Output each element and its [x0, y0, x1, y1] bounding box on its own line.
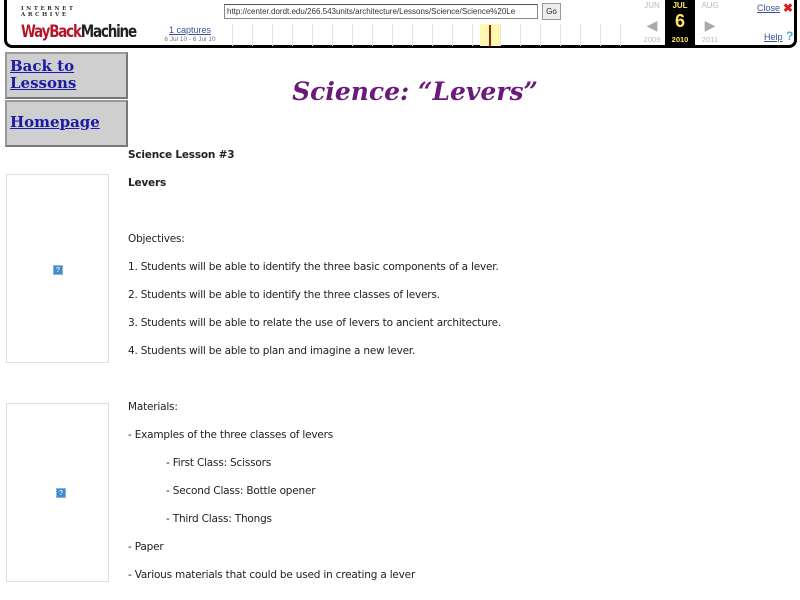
prev-capture[interactable]: JUN ◀ 2009 [637, 0, 667, 10]
material-item: - Various materials that could be used in creating a lever [128, 569, 416, 581]
timeline-tick [580, 24, 581, 46]
timeline-tick [352, 24, 353, 46]
objectives-heading: Objectives: [128, 233, 185, 245]
captures-range: 6 Jul 10 - 6 Jul 10 [164, 36, 216, 43]
objective-item: 1. Students will be able to identify the three basic components of a lever. [128, 261, 499, 273]
timeline-tick [232, 24, 233, 46]
timeline-tick [372, 24, 373, 46]
url-input[interactable]: http://center.dordt.edu/266.543units/architecture/Lessons/Science/Science%20Le [224, 4, 538, 19]
current-capture-date: JUL 6 2010 [665, 0, 695, 46]
objective-item: 3. Students will be able to relate the use of levers to ancient architecture. [128, 317, 501, 329]
next-arrow-icon[interactable]: ▶ [704, 17, 716, 33]
timeline-tick [272, 24, 273, 46]
broken-image-icon: ? [56, 488, 66, 498]
wayback-logo[interactable] [21, 6, 136, 42]
timeline-tick [292, 24, 293, 46]
timeline-tick [600, 24, 601, 46]
timeline-tick [560, 24, 561, 46]
timeline-tick [312, 24, 313, 46]
internet-archive-label: INTERNET ARCHIVE [21, 6, 76, 18]
timeline-tick [620, 24, 621, 46]
page-title: Science: “Levers” [292, 77, 538, 106]
timeline-tick [452, 24, 453, 46]
lesson-number: Science Lesson #3 [128, 149, 235, 161]
capture-marker[interactable] [489, 25, 491, 46]
help-icon[interactable]: ? [786, 29, 794, 43]
timeline-tick [412, 24, 413, 46]
material-subitem: - Third Class: Thongs [166, 513, 272, 525]
objective-item: 2. Students will be able to identify the three classes of levers. [128, 289, 440, 301]
close-icon[interactable]: ✖ [783, 1, 794, 15]
close-link[interactable]: Close [757, 3, 781, 13]
timeline-tick [432, 24, 433, 46]
captures-link[interactable]: 1 captures [168, 25, 212, 35]
wayback-machine-wordmark: WayBackMachine [21, 21, 136, 42]
timeline-tick [392, 24, 393, 46]
image-placeholder [6, 403, 109, 582]
timeline-tick [540, 24, 541, 46]
broken-image-icon: ? [53, 265, 63, 275]
wayback-toolbar [4, 0, 797, 48]
next-capture[interactable]: AUG ▶ 2011 [695, 0, 725, 10]
homepage-link[interactable]: Homepage [10, 113, 100, 131]
image-placeholder [6, 174, 109, 363]
timeline-tick [520, 24, 521, 46]
materials-heading: Materials: [128, 401, 178, 413]
back-to-lessons-link[interactable]: Back to Lessons [10, 57, 77, 92]
capture-timeline[interactable] [232, 24, 637, 46]
date-navigator [637, 0, 727, 46]
material-subitem: - First Class: Scissors [166, 457, 271, 469]
material-item: - Examples of the three classes of levers [128, 429, 334, 441]
timeline-tick [500, 24, 501, 46]
timeline-tick [332, 24, 333, 46]
timeline-tick [252, 24, 253, 46]
nav-home-box [5, 100, 128, 147]
prev-arrow-icon[interactable]: ◀ [646, 17, 658, 33]
help-link[interactable]: Help [764, 32, 783, 42]
objective-item: 4. Students will be able to plan and imagine a new lever. [128, 345, 416, 357]
material-subitem: - Second Class: Bottle opener [166, 485, 316, 497]
go-button[interactable]: Go [542, 3, 561, 20]
lesson-name: Levers [128, 177, 167, 189]
timeline-tick [472, 24, 473, 46]
material-item: - Paper [128, 541, 164, 553]
captures-info [145, 25, 235, 43]
